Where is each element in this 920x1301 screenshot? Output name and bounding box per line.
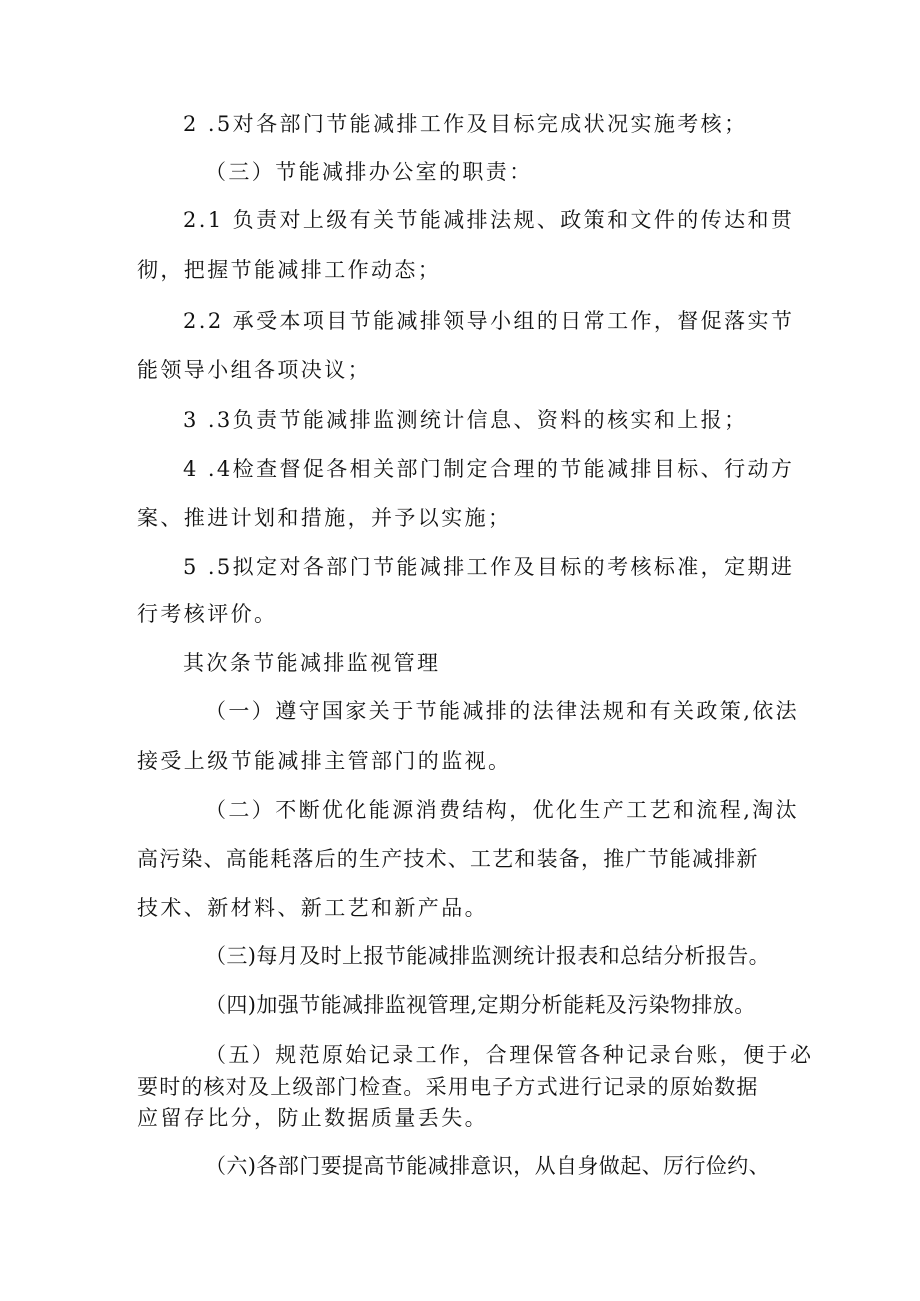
paragraph-line: 5 .5拟定对各部门节能减排工作及目标的考核标准，定期进 <box>183 555 795 579</box>
paragraph-line: 2.2 承受本项目节能减排领导小组的日常工作，督促落实节 <box>183 309 795 333</box>
article-heading: 其次条节能减排监视管理 <box>183 651 441 675</box>
paragraph-line: 要时的核对及上级部门检查。采用电子方式进行记录的原始数据 <box>137 1075 759 1099</box>
paragraph-line: （二）不断优化能源消费结构，优化生产工艺和流程,淘汰 <box>205 798 800 822</box>
paragraph-line: 4 .4检查督促各相关部门制定合理的节能减排目标、行动方 <box>183 457 795 481</box>
paragraph-line: 3 .3负责节能减排监测统计信息、资料的核实和上报； <box>183 408 748 432</box>
paragraph-line: 2 .5对各部门节能减排工作及目标完成状况实施考核； <box>183 112 748 136</box>
paragraph-line: （三)每月及时上报节能减排监测统计报表和总结分析报告。 <box>205 944 770 968</box>
paragraph-line: （四)加强节能减排监视管理,定期分析能耗及污染物排放。 <box>205 993 756 1017</box>
paragraph-line: （五）规范原始记录工作，合理保管各种记录台账，便于必 <box>205 1043 814 1067</box>
paragraph-line: （一）遵守国家关于节能减排的法律法规和有关政策,依法 <box>205 699 800 723</box>
paragraph-line: 案、推进计划和措施，并予以实施； <box>137 506 512 530</box>
paragraph-line: （六)各部门要提高节能减排意识，从自身做起、厉行俭约、 <box>205 1154 770 1178</box>
paragraph-line: 高污染、高能耗落后的生产技术、工艺和装备，推广节能减排新 <box>137 847 759 871</box>
paragraph-line: 行考核评价。 <box>137 602 278 626</box>
paragraph-line: 能领导小组各项决议； <box>137 358 371 382</box>
paragraph-line: 技术、新材料、新工艺和新产品。 <box>137 896 488 920</box>
paragraph-line: 接受上级节能减排主管部门的监视。 <box>137 749 512 773</box>
paragraph-line: 应留存比分，防止数据质量丢失。 <box>137 1106 488 1130</box>
section-heading: （三）节能减排办公室的职责： <box>205 160 533 184</box>
paragraph-line: 2.1 负责对上级有关节能减排法规、政策和文件的传达和贯 <box>183 208 795 232</box>
paragraph-line: 彻，把握节能减排工作动态； <box>137 258 442 282</box>
